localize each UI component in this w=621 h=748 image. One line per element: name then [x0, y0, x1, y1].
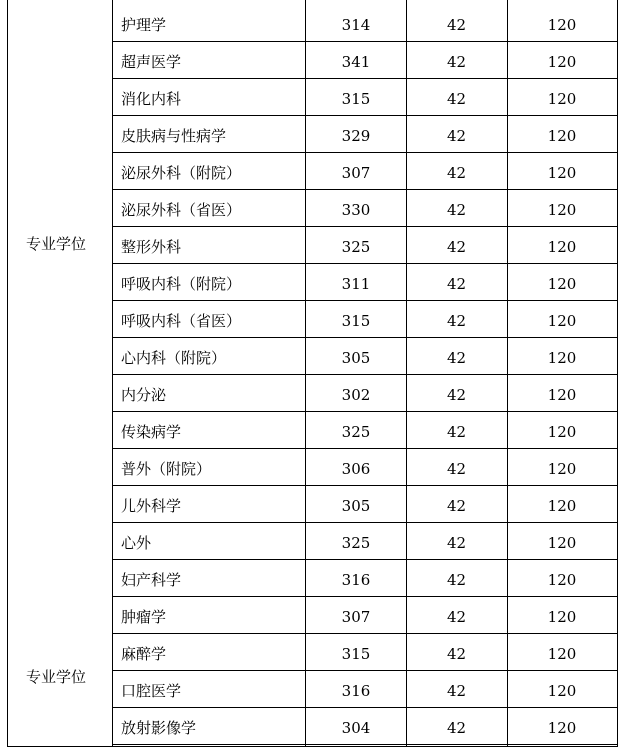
row-divider [113, 596, 618, 597]
cell-multi: 120 [547, 682, 577, 700]
column-divider [406, 0, 407, 747]
cell-multi: 120 [547, 571, 577, 589]
cell-single: 42 [446, 164, 467, 182]
row-divider [113, 633, 618, 634]
cell-subject: 泌尿外科（附院） [121, 164, 242, 182]
row-divider [113, 300, 618, 301]
cell-score: 325 [341, 534, 371, 552]
cell-score: 304 [341, 719, 371, 737]
cell-subject: 传染病学 [121, 423, 182, 441]
cell-score: 314 [341, 16, 371, 34]
cell-score: 325 [341, 238, 371, 256]
cell-multi: 120 [547, 275, 577, 293]
cell-subject: 放射影像学 [121, 719, 197, 737]
cell-score: 315 [341, 90, 371, 108]
cell-subject: 泌尿外科（省医） [121, 201, 242, 219]
cell-single: 42 [446, 238, 467, 256]
cell-score: 307 [341, 164, 371, 182]
cell-single: 42 [446, 53, 467, 71]
column-divider [617, 0, 618, 747]
row-divider [113, 226, 618, 227]
cell-single: 42 [446, 127, 467, 145]
cell-subject: 皮肤病与性病学 [121, 127, 227, 145]
cell-multi: 120 [547, 386, 577, 404]
cell-single: 42 [446, 16, 467, 34]
cell-single: 42 [446, 349, 467, 367]
cell-subject: 护理学 [121, 16, 167, 34]
cell-single: 42 [446, 201, 467, 219]
cell-multi: 120 [547, 497, 577, 515]
cell-single: 42 [446, 275, 467, 293]
cell-single: 42 [446, 497, 467, 515]
row-divider [113, 189, 618, 190]
cell-subject: 呼吸内科（省医） [121, 312, 242, 330]
cell-subject: 麻醉学 [121, 645, 167, 663]
cell-multi: 120 [547, 238, 577, 256]
cell-multi: 120 [547, 164, 577, 182]
cell-multi: 120 [547, 719, 577, 737]
row-divider [113, 744, 618, 745]
cell-single: 42 [446, 719, 467, 737]
cell-subject: 儿外科学 [121, 497, 182, 515]
row-divider [113, 337, 618, 338]
cell-score: 306 [341, 460, 371, 478]
cell-single: 42 [446, 423, 467, 441]
column-divider [305, 0, 306, 747]
cell-single: 42 [446, 460, 467, 478]
row-divider [113, 411, 618, 412]
cell-subject: 心内科（附院） [121, 349, 227, 367]
cell-subject: 呼吸内科（附院） [121, 275, 242, 293]
cell-multi: 120 [547, 349, 577, 367]
row-divider [113, 448, 618, 449]
row-divider [113, 78, 618, 79]
cell-single: 42 [446, 534, 467, 552]
cell-multi: 120 [547, 423, 577, 441]
cell-score: 315 [341, 645, 371, 663]
cell-score: 305 [341, 497, 371, 515]
cell-score: 341 [341, 53, 371, 71]
cell-subject: 超声医学 [121, 53, 182, 71]
cell-score: 325 [341, 423, 371, 441]
row-divider [113, 115, 618, 116]
group-label-bottom: 专业学位 [25, 668, 86, 686]
cell-multi: 120 [547, 312, 577, 330]
cell-subject: 消化内科 [121, 90, 182, 108]
cell-multi: 120 [547, 534, 577, 552]
cell-multi: 120 [547, 645, 577, 663]
table-bottom-border [7, 746, 618, 747]
cell-subject: 口腔医学 [121, 682, 182, 700]
row-divider [113, 374, 618, 375]
cell-single: 42 [446, 386, 467, 404]
cell-multi: 120 [547, 460, 577, 478]
row-divider [113, 152, 618, 153]
cell-subject: 妇产科学 [121, 571, 182, 589]
cell-single: 42 [446, 608, 467, 626]
cell-score: 302 [341, 386, 371, 404]
cell-single: 42 [446, 645, 467, 663]
row-divider [113, 263, 618, 264]
cell-score: 329 [341, 127, 371, 145]
cell-score: 307 [341, 608, 371, 626]
cell-single: 42 [446, 571, 467, 589]
cell-single: 42 [446, 682, 467, 700]
cell-multi: 120 [547, 53, 577, 71]
cell-subject: 内分泌 [121, 386, 167, 404]
column-divider [7, 0, 8, 747]
cell-score: 316 [341, 682, 371, 700]
column-divider [507, 0, 508, 747]
cell-score: 316 [341, 571, 371, 589]
cell-score: 311 [341, 275, 371, 293]
row-divider [113, 670, 618, 671]
cell-subject: 整形外科 [121, 238, 182, 256]
cell-multi: 120 [547, 90, 577, 108]
cell-subject: 普外（附院） [121, 460, 212, 478]
cell-multi: 120 [547, 127, 577, 145]
cell-single: 42 [446, 90, 467, 108]
cell-single: 42 [446, 312, 467, 330]
cell-score: 330 [341, 201, 371, 219]
row-divider [113, 707, 618, 708]
row-divider [113, 485, 618, 486]
cell-subject: 心外 [121, 534, 152, 552]
cell-multi: 120 [547, 201, 577, 219]
cell-score: 315 [341, 312, 371, 330]
group-label-top: 专业学位 [25, 235, 86, 253]
cell-multi: 120 [547, 608, 577, 626]
cell-multi: 120 [547, 16, 577, 34]
row-divider [113, 522, 618, 523]
row-divider [113, 41, 618, 42]
row-divider [113, 559, 618, 560]
cell-score: 305 [341, 349, 371, 367]
cell-subject: 肿瘤学 [121, 608, 167, 626]
column-divider [112, 0, 113, 747]
